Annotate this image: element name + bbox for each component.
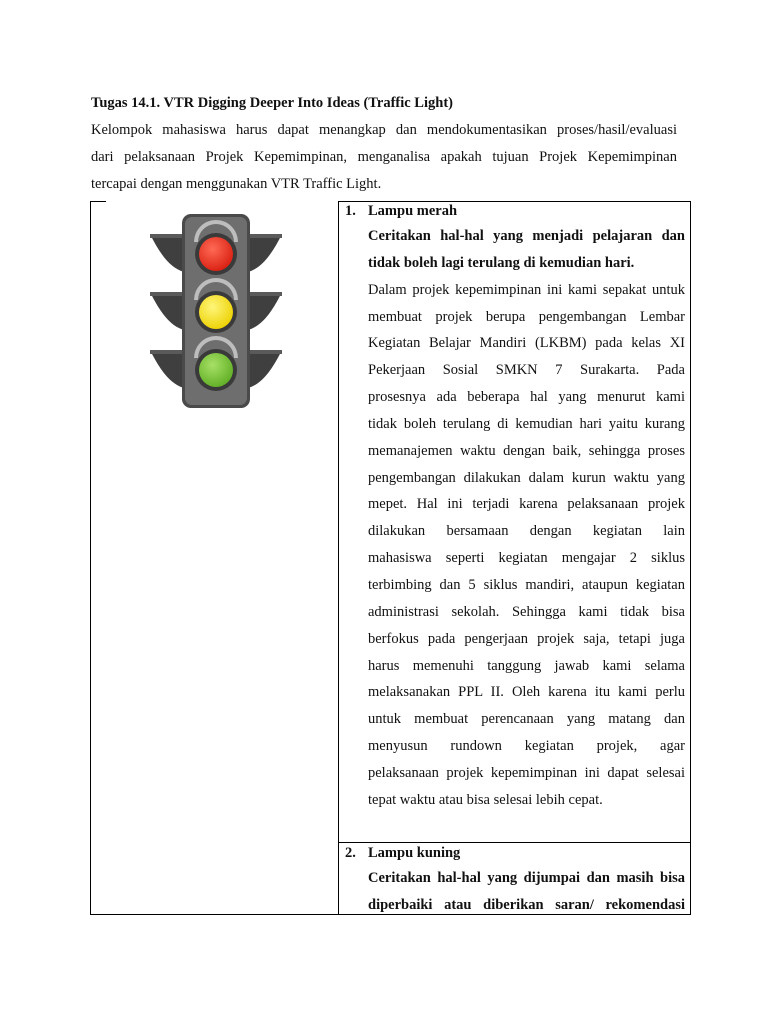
body-line: Dalam projek kepemimpinan ini kami sepakat untuk bbox=[368, 281, 685, 298]
section-body bbox=[368, 277, 685, 814]
section-prompt bbox=[368, 865, 685, 919]
body-line: pengembangan dilakukan dalam kurun waktu yang bbox=[368, 469, 685, 486]
section-number: 1. bbox=[345, 203, 356, 219]
intro-line: dari pelaksanaan Projek Kepemimpinan, menganalisa apakah tujuan Projek Kepemimpinan bbox=[91, 148, 677, 165]
body-line: terbimbing dan 5 siklus mandiri, ataupun kegiatan bbox=[368, 576, 685, 593]
body-line: mahasiswa seperti kegiatan mengajar 2 siklus bbox=[368, 550, 685, 567]
body-line: dilakukan bersamaan dengan kegiatan lain bbox=[368, 523, 685, 540]
body-line: mepet. Hal ini terjadi karena pelaksanaan projek bbox=[368, 496, 685, 513]
body-line: melaksanakan PPL II. Oleh karena itu kami perlu bbox=[368, 684, 685, 701]
table-column-divider bbox=[338, 201, 339, 915]
table-border-gap bbox=[106, 201, 338, 203]
body-line: memanajemen waktu dengan baik, sehingga proses bbox=[368, 442, 685, 459]
section-prompt bbox=[368, 223, 685, 277]
body-line: untuk membuat perencanaan yang matang dan bbox=[368, 711, 685, 728]
prompt-line: diperbaiki atau diberikan saran/ rekomendasi bbox=[368, 896, 685, 913]
body-line: membuat projek berupa pengembangan Lembar bbox=[368, 308, 685, 325]
intro-line: tercapai dengan menggunakan VTR Traffic Light. bbox=[91, 175, 382, 192]
page-title: Tugas 14.1. VTR Digging Deeper Into Ideas (Traffic Light) bbox=[91, 95, 453, 111]
body-line: prosesnya ada beberapa hal yang menurut kami bbox=[368, 389, 685, 406]
section-number: 2. bbox=[345, 845, 356, 861]
body-line: menyusun rundown kegiatan projek, agar bbox=[368, 738, 685, 755]
intro-line: Kelompok mahasiswa harus dapat menangkap dan mendokumentasikan proses/hasil/evaluasi bbox=[91, 122, 677, 138]
body-line: pelaksanaan projek kepemimpinan ini dapat selesai bbox=[368, 764, 685, 781]
prompt-line: Ceritakan hal-hal yang dijumpai dan masih bisa bbox=[368, 870, 685, 886]
section-lampu-merah bbox=[345, 201, 685, 821]
body-line: berfokus pada pengerjaan projek saja, tetapi juga bbox=[368, 630, 685, 647]
body-line: Kegiatan Belajar Mandiri (LKBM) pada kelas XI bbox=[368, 335, 685, 352]
intro-paragraph bbox=[91, 117, 677, 197]
body-line: tepat waktu atau bisa selesai lebih cepat. bbox=[368, 791, 603, 808]
prompt-line: Ceritakan hal-hal yang menjadi pelajaran dan bbox=[368, 228, 685, 244]
body-line: harus memenuhi tanggung jawab kami selama bbox=[368, 657, 685, 674]
traffic-light-icon bbox=[148, 212, 284, 410]
section-heading: Lampu kuning bbox=[368, 845, 461, 861]
section-lampu-kuning bbox=[345, 843, 685, 915]
section-heading: Lampu merah bbox=[368, 203, 458, 219]
body-line: administrasi sekolah. Sehingga kami tidak bisa bbox=[368, 603, 685, 620]
body-line: tidak boleh terulang di kemudian hari yaitu kurang bbox=[368, 415, 685, 432]
prompt-line: tidak boleh lagi terulang di kemudian hari. bbox=[368, 254, 635, 271]
body-line: Pekerjaan Sosial SMKN 7 Surakarta. Pada bbox=[368, 362, 685, 379]
